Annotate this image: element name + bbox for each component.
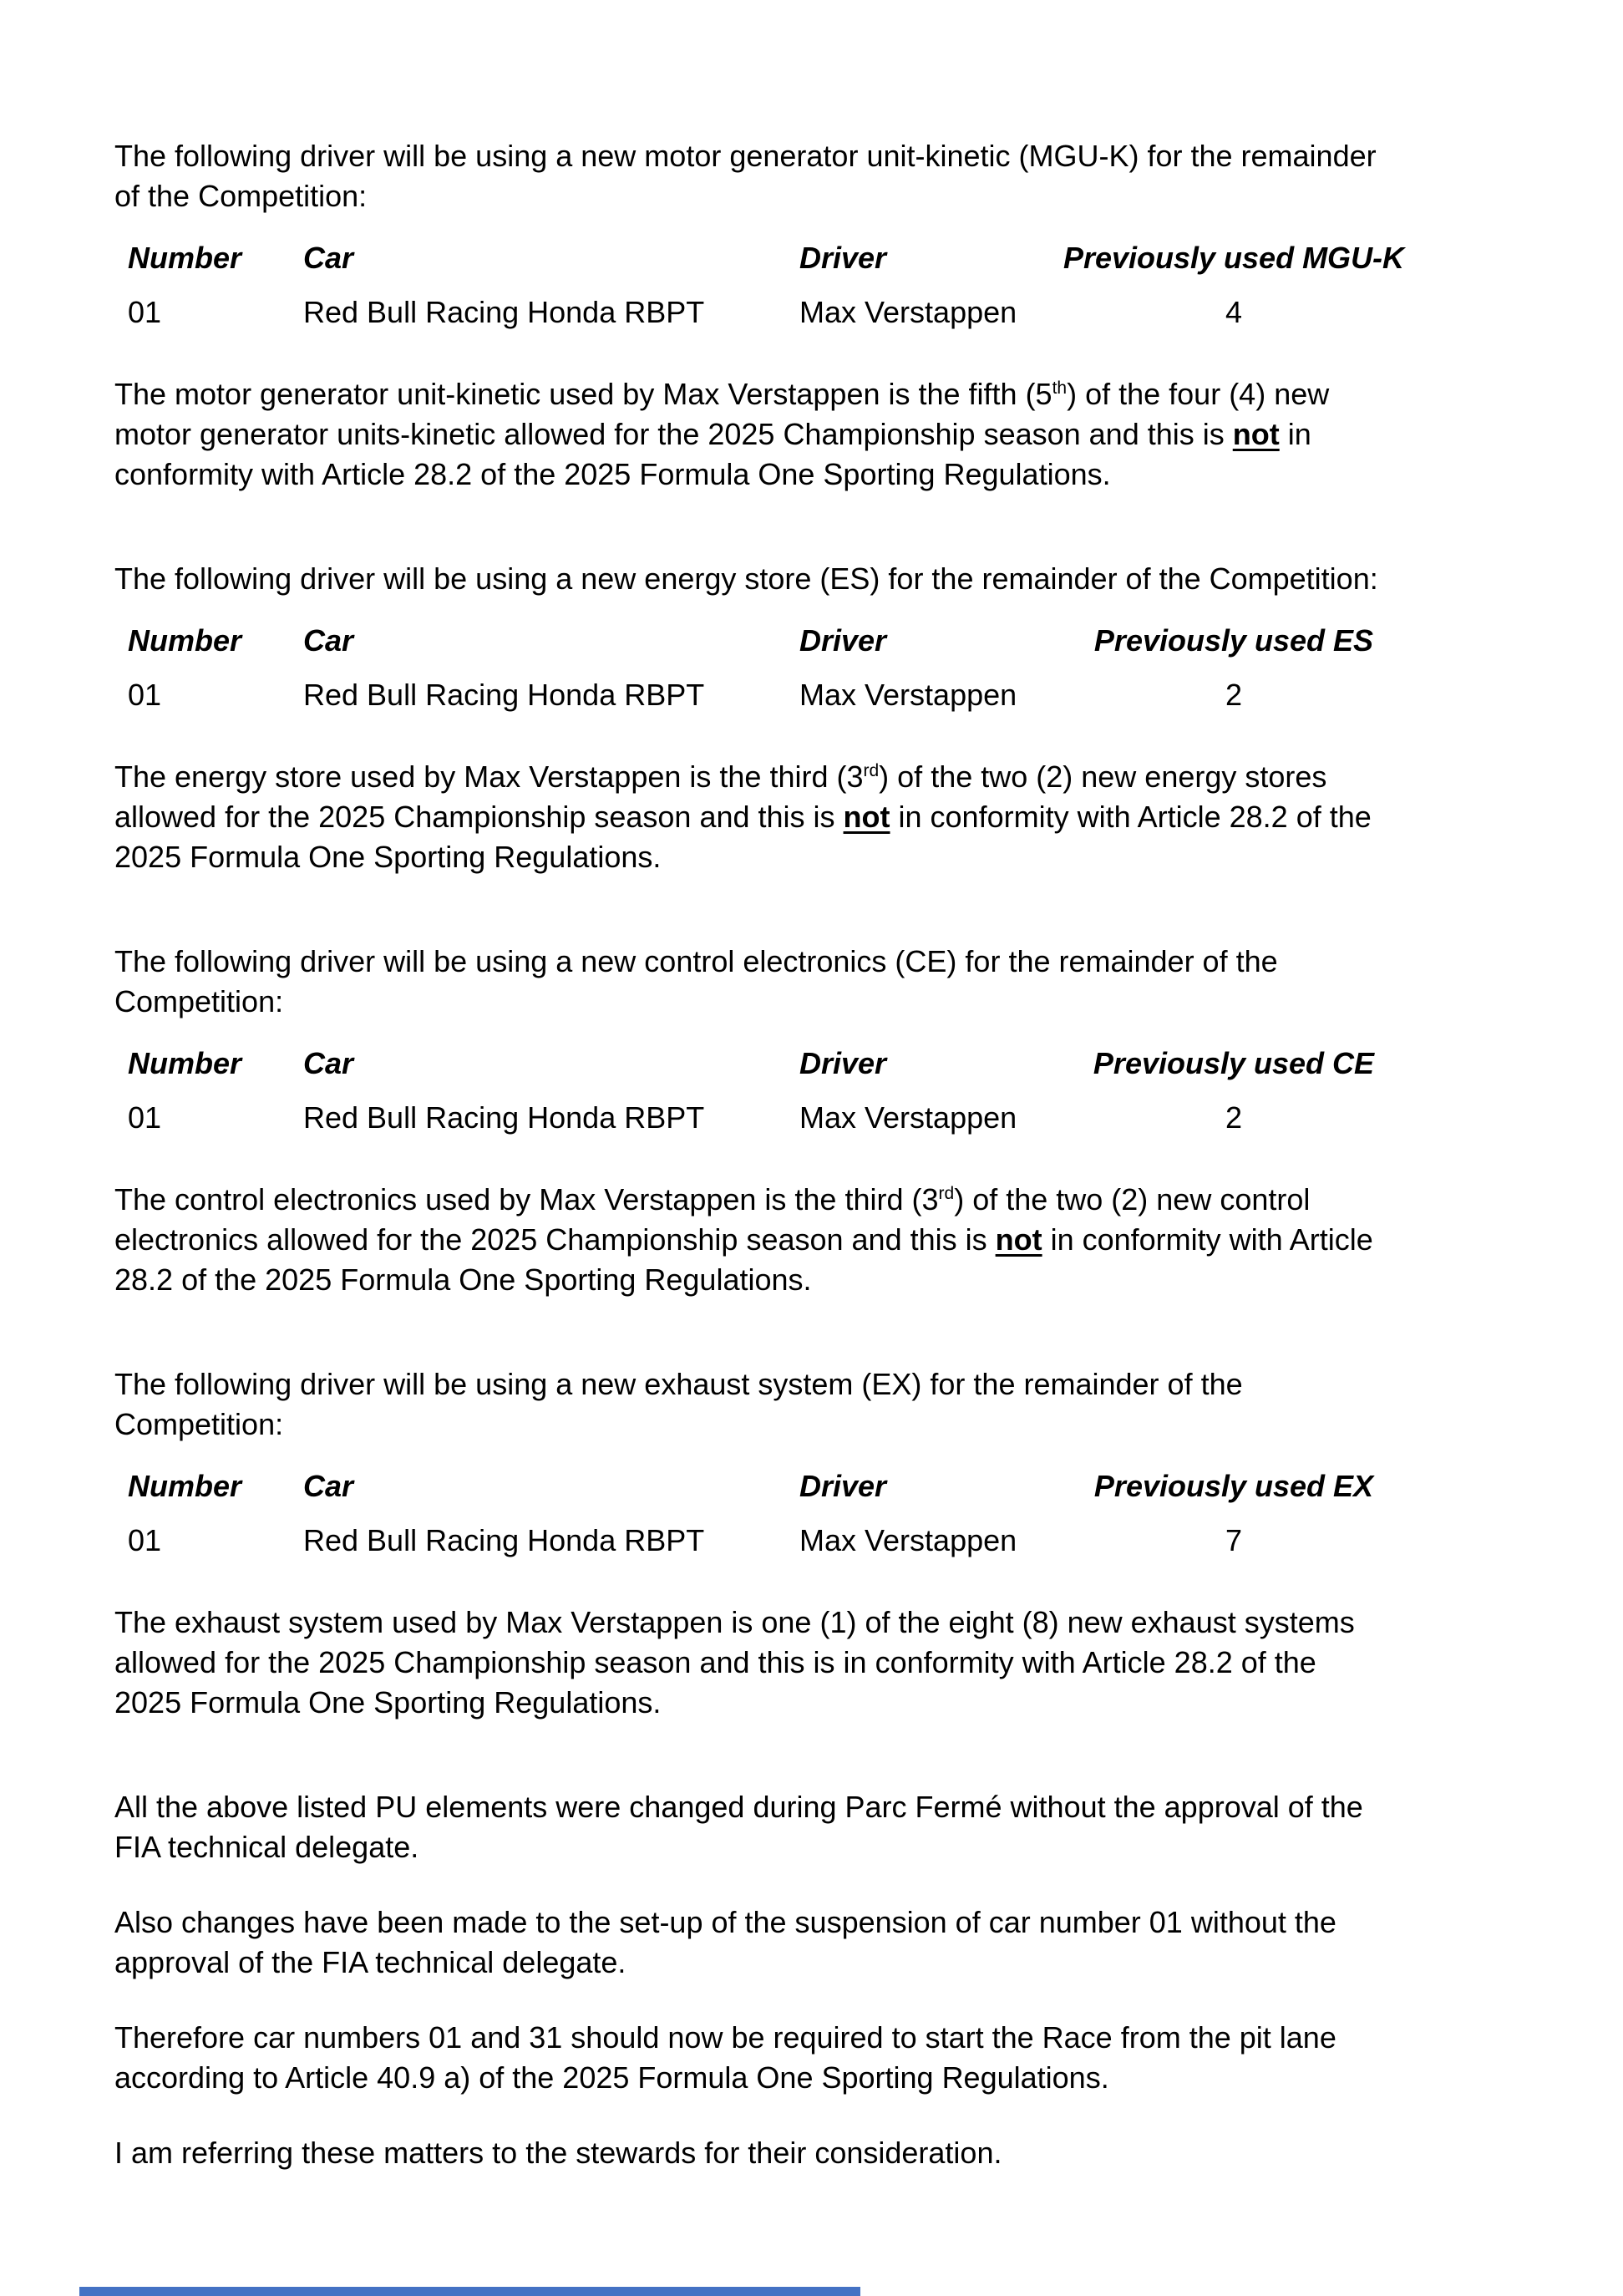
text-line: Also changes have been made to the set-up of the suspension of car number 01 without the — [114, 1905, 1336, 1939]
cell-car-number: 01 — [128, 295, 162, 329]
column-header-number: Number — [128, 241, 242, 275]
emphasized-not: not — [1232, 417, 1280, 451]
superscript-text: th — [1052, 378, 1068, 398]
text-line: FIA technical delegate. — [114, 1830, 419, 1864]
text-run: allowed for the 2025 Championship season and this is in conformity with Article 28.2 of the — [114, 1645, 1316, 1679]
text-run: ) of the two (2) new control — [954, 1182, 1311, 1217]
closing-paragraph-suspension — [114, 1902, 1534, 1983]
text-line: according to Article 40.9 a) of the 2025 Formula One Sporting Regulations. — [114, 2060, 1109, 2095]
elements-table-mgu-k — [128, 238, 1534, 333]
text-line — [114, 797, 1534, 837]
section-ce — [114, 942, 1534, 1300]
text-line — [114, 1603, 1534, 1643]
section-es — [114, 559, 1534, 877]
text-run: in conformity with Article — [1042, 1222, 1373, 1257]
column-header-car: Car — [303, 623, 354, 658]
text-line — [114, 1683, 1534, 1723]
text-line: of the Competition: — [114, 179, 368, 213]
text-run: 28.2 of the 2025 Formula One Sporting Regulations. — [114, 1262, 812, 1297]
statement-paragraph-ce — [114, 1180, 1534, 1300]
elements-table-es — [128, 621, 1534, 715]
text-run: allowed for the 2025 Championship season and this is — [114, 800, 844, 834]
text-run: in conformity with Article 28.2 of the — [890, 800, 1372, 834]
text-line — [114, 837, 1534, 877]
text-run: electronics allowed for the 2025 Championship season and this is — [114, 1222, 996, 1257]
text-run: conformity with Article 28.2 of the 2025 Formula One Sporting Regulations. — [114, 457, 1111, 491]
intro-paragraph-ce — [114, 942, 1534, 1022]
cell-previously-used: 7 — [1225, 1523, 1243, 1557]
cell-car-name: Red Bull Racing Honda RBPT — [303, 1100, 705, 1135]
emphasized-not: not — [995, 1222, 1042, 1257]
intro-paragraph-ex — [114, 1364, 1534, 1445]
statement-paragraph-es — [114, 757, 1534, 877]
cell-car-name: Red Bull Racing Honda RBPT — [303, 1523, 705, 1557]
text-line: The following driver will be using a new control electronics (CE) for the remainder of the — [114, 944, 1278, 978]
text-line — [114, 455, 1534, 495]
column-header-previously-used: Previously used ES — [1093, 623, 1374, 658]
closing-paragraph-parc-ferme — [114, 1787, 1534, 1867]
column-header-driver: Driver — [799, 1046, 887, 1080]
text-line: Competition: — [114, 984, 284, 1018]
column-header-previously-used: Previously used CE — [1093, 1046, 1375, 1080]
text-run: 2025 Formula One Sporting Regulations. — [114, 1685, 662, 1719]
column-header-car: Car — [303, 1046, 354, 1080]
text-run: ) of the two (2) new energy stores — [879, 759, 1327, 794]
text-line — [114, 414, 1534, 455]
text-run: The control electronics used by Max Verstappen is the third (3 — [114, 1182, 939, 1217]
intro-paragraph-es — [114, 559, 1534, 599]
text-line: The following driver will be using a new exhaust system (EX) for the remainder of the — [114, 1367, 1243, 1401]
text-line: The following driver will be using a new energy store (ES) for the remainder of the Competition: — [114, 561, 1378, 596]
elements-table-ex — [128, 1466, 1534, 1561]
footer-accent-bar — [79, 2287, 860, 2296]
cell-car-number: 01 — [128, 1523, 162, 1557]
statement-paragraph-ex — [114, 1603, 1534, 1723]
cell-car-name: Red Bull Racing Honda RBPT — [303, 678, 705, 712]
text-line: approval of the FIA technical delegate. — [114, 1945, 626, 1979]
column-header-number: Number — [128, 1046, 242, 1080]
column-header-previously-used: Previously used EX — [1093, 1469, 1374, 1503]
cell-previously-used: 4 — [1225, 295, 1243, 329]
text-run: The energy store used by Max Verstappen is the third (3 — [114, 759, 864, 794]
cell-car-name: Red Bull Racing Honda RBPT — [303, 295, 705, 329]
column-header-car: Car — [303, 1469, 354, 1503]
cell-driver-name: Max Verstappen — [799, 1523, 1017, 1557]
closing-paragraph-referral — [114, 2133, 1534, 2173]
text-run: The motor generator unit-kinetic used by Max Verstappen is the fifth (5 — [114, 377, 1052, 411]
column-header-driver: Driver — [799, 1469, 887, 1503]
text-line: The following driver will be using a new motor generator unit-kinetic (MGU-K) for the remainder — [114, 139, 1377, 173]
cell-driver-name: Max Verstappen — [799, 678, 1017, 712]
column-header-number: Number — [128, 623, 242, 658]
superscript-text: rd — [938, 1184, 955, 1203]
column-header-car: Car — [303, 241, 354, 275]
text-line — [114, 757, 1534, 797]
text-line: Therefore car numbers 01 and 31 should now be required to start the Race from the pit lane — [114, 2020, 1336, 2055]
text-run: ) of the four (4) new — [1067, 377, 1330, 411]
text-line — [114, 1643, 1534, 1683]
text-line — [114, 1220, 1534, 1260]
text-run: 2025 Formula One Sporting Regulations. — [114, 840, 662, 874]
text-run: motor generator units-kinetic allowed for the 2025 Championship season and this is — [114, 417, 1233, 451]
emphasized-not: not — [843, 800, 890, 834]
statement-paragraph-mgu-k — [114, 374, 1534, 495]
closing-paragraph-pit-lane — [114, 2018, 1534, 2098]
section-mgu-k — [114, 136, 1534, 495]
cell-car-number: 01 — [128, 678, 162, 712]
column-header-driver: Driver — [799, 241, 887, 275]
column-header-previously-used: Previously used MGU-K — [1063, 241, 1405, 275]
section-ex — [114, 1364, 1534, 1723]
text-line — [114, 374, 1534, 414]
intro-paragraph-mgu-k — [114, 136, 1534, 216]
text-line: All the above listed PU elements were changed during Parc Fermé without the approval of the — [114, 1790, 1363, 1824]
elements-table-ce — [128, 1044, 1534, 1138]
cell-driver-name: Max Verstappen — [799, 1100, 1017, 1135]
text-run: in — [1279, 417, 1311, 451]
superscript-text: rd — [863, 761, 880, 780]
document-content — [114, 136, 1534, 2173]
column-header-driver: Driver — [799, 623, 887, 658]
text-line — [114, 1260, 1534, 1300]
column-header-number: Number — [128, 1469, 242, 1503]
text-line: Competition: — [114, 1407, 284, 1441]
cell-car-number: 01 — [128, 1100, 162, 1135]
text-run: The exhaust system used by Max Verstappen is one (1) of the eight (8) new exhaust systems — [114, 1605, 1355, 1639]
text-line: I am referring these matters to the stewards for their consideration. — [114, 2136, 1002, 2170]
cell-driver-name: Max Verstappen — [799, 295, 1017, 329]
text-line — [114, 1180, 1534, 1220]
cell-previously-used: 2 — [1225, 1100, 1243, 1135]
cell-previously-used: 2 — [1225, 678, 1243, 712]
